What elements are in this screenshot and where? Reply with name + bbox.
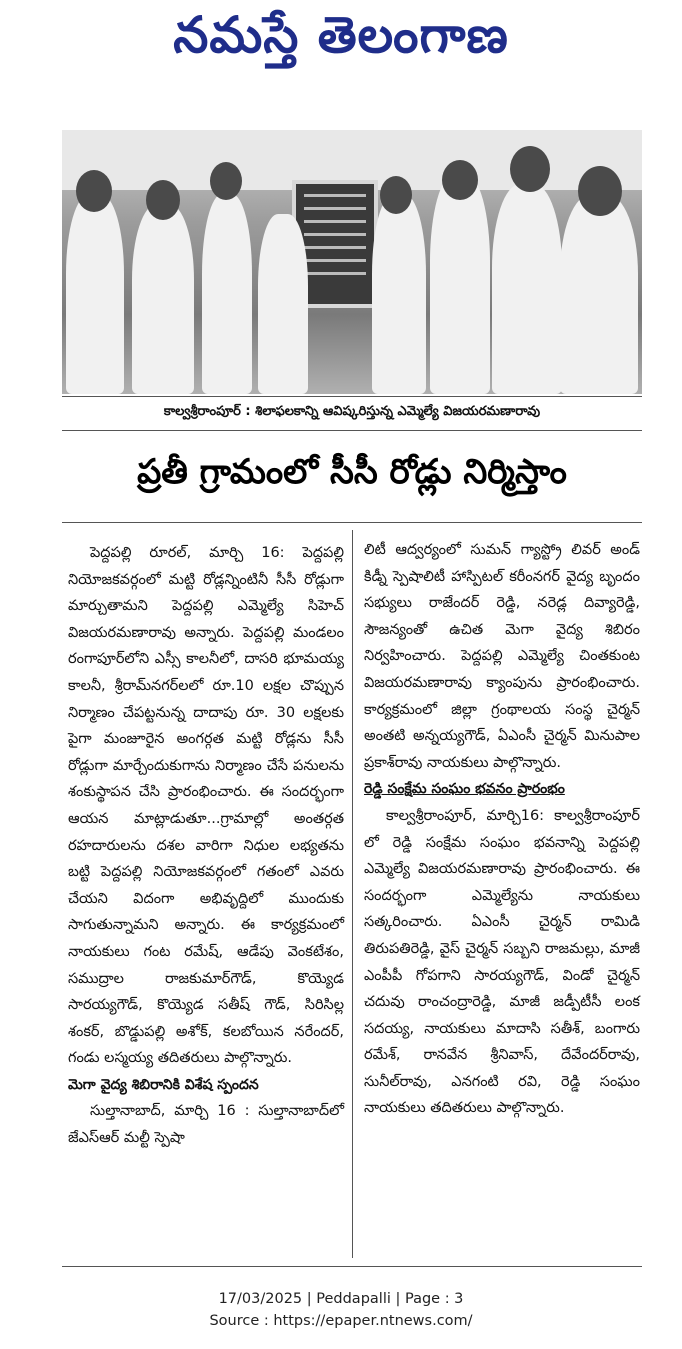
news-photo [62,130,642,394]
article-headline: ప్రతీ గ్రామంలో సీసీ రోడ్లు నిర్మిస్తాం [137,452,567,492]
footer-rule [62,1266,642,1267]
article-column-left [68,540,344,1152]
newspaper-title: నమస్తే తెలంగాణ [173,5,509,64]
photo-caption: కాల్వశ్రీరాంపూర్ : శిలాఫలకాన్ని ఆవిష్కరిస్తున్న ఎమ్మెల్యే విజయరమణారావు [163,404,541,419]
source-link[interactable]: Source : https://epaper.ntnews.com/ [209,1313,473,1329]
headline-rule [62,522,642,523]
column-divider [352,530,353,1258]
article-paragraph: పెద్దపల్లి రూరల్, మార్చి 16: పెద్దపల్లి నియోజకవర్గంలో మట్టి రోడ్లన్నింటినీ సీసీ రోడ్లుగా మార్చుతామని పెద్దపల్లి ఎమ్మెల్యే సిహెచ్ విజయరమణారావు అన్నారు. పెద్దపల్లి మండలం రంగాపూర్‌లోని ఎస్సీ కాలనీలో, దాసరి భూమయ్య కాలనీ, శ్రీరామ్‌నగర్‌లలో రూ.10 లక్షల చొప్పున నిర్మాణం చేపట్టనున్న దాదాపు రూ. 30 లక్షలకు పైగా మంజూరైన అంగర్గత మట్టి రోడ్లను సీసీ రోడ్లుగా మార్చేందుకుగాను నిర్మాణం చేసే పనులను శంకుస్థాపన చేసి ప్రారంభించారు. ఈ సందర్భంగా ఆయన మాట్లాడుతూ...గ్రామాల్లో అంతర్గత రహదారులను దశల వారిగా నిధుల లభ్యతను బట్టి పెద్దపల్లి నియోజకవర్గంలో గతంలో ఎవరు చేయని విదంగా అభివృద్దిలో ముందుకు సాగుతున్నామని అన్నారు. ఈ కార్యక్రమంలో నాయకులు గంట రమేష్, ఆడేపు వెంకటేశం, సముద్రాల రాజకుమార్‌గౌడ్, కొయ్యెడ సారయ్యగౌడ్, కొయ్యెడ సతీష్ గౌడ్, సిరిసిల్ల శంకర్, బొడ్డుపల్లి అశోక్, కలబోయిన నరేందర్, గండు లస్మయ్య తదితరులు పాల్గొన్నారు. [68,545,344,1067]
article-column-right [364,537,640,1122]
page-footer [0,1288,682,1332]
caption-rule-bottom [62,430,642,431]
article-paragraph: సుల్తానాబాద్, మార్చి 16 : సుల్తానాబాద్‌లో జేఎస్ఆర్ మల్టీ స్పెషా [68,1103,344,1147]
article-subheading: మెగా వైద్య శిబిరానికి విశేష స్పందన [68,1076,259,1093]
article-paragraph: కాల్వశ్రీరాంపూర్, మార్చి16: కాల్వశ్రీరాంపూర్ లో రెడ్డి సంక్షేమ సంఘం భవనాన్ని పెద్దపల్లి ఎమ్మెల్యే విజయరమణారావు ప్రారంభించారు. ఈ సందర్భంగా ఎమ్మెల్యేను నాయకులు సత్కరించారు. ఏఎంసీ చైర్మన్ రామిడి తిరుపతిరెడ్డి, వైస్ చైర్మన్ సబ్బని రాజమల్లు, మాజీ ఎంపీపీ గోపగాని సారయ్యగౌడ్, విండో చైర్మన్ చదువు రాంచంద్రారెడ్డి, మాజీ జడ్పీటీసీ లంక సదయ్య, నాయకులు మాదాసి సతీశ్, బంగారు రమేశ్, రానవేన శ్రీనివాస్, దేవేందర్‌రావు, సునీల్‌రావు, ఎనగంటి రవి, రెడ్డి సంఘం నాయకులు తదితరులు పాల్గొన్నారు. [364,807,640,1117]
article-subheading: రెడ్డి సంక్షేమ సంఘం భవనం ప్రారంభం [364,781,565,798]
masthead [0,6,682,76]
caption-rule-top [62,396,642,397]
edition-info: 17/03/2025 | Peddapalli | Page : 3 [218,1291,464,1307]
article-paragraph: లిటీ ఆద్వర్యంలో సుమన్ గ్యాస్ట్రో లివర్ అండ్ కిడ్నీ స్పెషాలిటీ హాస్పిటల్ కరీంనగర్ వైద్య బృందం సభ్యులు రాజేందర్ రెడ్డి, నరెడ్ల దివ్యారెడ్డి, సౌజన్యంతో ఉచిత మెగా వైద్య శిబిరం నిర్వహించారు. పెద్దపల్లి ఎమ్మెల్యే చింతకుంట విజయరమణారావు క్యాంపును ప్రారంభించారు. కార్యక్రమంలో జిల్లా గ్రంథాలయ సంస్థ చైర్మన్ అంతటి అన్నయ్యగౌడ్, ఏఎంసీ చైర్మన్ మినుపాల ప్రకాశ్‌రావు నాయకులు పాల్గొన్నారు. [364,542,640,771]
